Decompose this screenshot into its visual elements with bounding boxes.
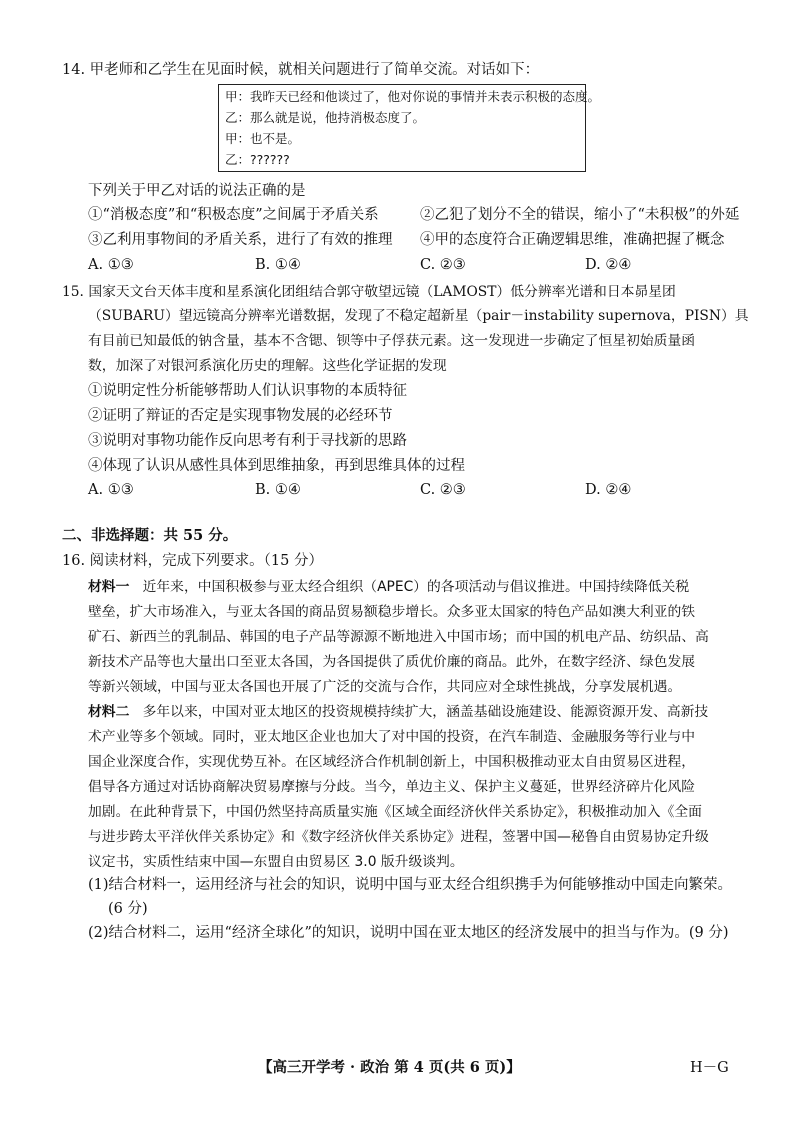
q15-choice-d: D. ②④	[585, 482, 632, 498]
q14-item-3: ③乙利用事物间的矛盾关系，进行了有效的推理	[88, 232, 393, 248]
q14-stem: 14. 甲老师和乙学生在见面时候，就相关问题进行了简单交流。对话如下：	[62, 62, 540, 78]
material-1-line-5: 等新兴领域，中国与亚太各国也开展了广泛的交流与合作，共同应对全球性挑战，分享发展机遇。	[88, 679, 682, 695]
q15-choice-b: B. ①④	[255, 482, 301, 498]
dialogue-line-1: 甲：我昨天已经和他谈过了，他对你说的事情并未表示积极的态度。	[225, 89, 601, 104]
q14-item-4: ④甲的态度符合正确逻辑思维，准确把握了概念	[420, 232, 725, 248]
dialogue-line-2: 乙：那么就是说，他持消极态度了。	[225, 110, 426, 125]
material-1-line-4: 新技术产品等也大量出口至亚太各国，为各国提供了质优价廉的商品。此外，在数字经济、绿色发展	[88, 654, 696, 670]
page-footer: 【高三开学考 · 政治 第 4 页(共 6 页)】	[258, 1059, 521, 1076]
material-1-line-2: 壁垒，扩大市场准入，与亚太各国的商品贸易额稳步增长。众多亚太国家的特色产品如澳大利亚的铁	[88, 604, 696, 620]
q16-sub-1-score: (6 分)	[108, 901, 148, 917]
q15-line-3: 有目前已知最低的钠含量，基本不含锶、钡等中子俘获元素。这一发现进一步确定了恒星初始质量函	[88, 333, 696, 349]
material-2-line-1	[88, 702, 708, 722]
q14-choice-a: A. ①③	[88, 257, 134, 273]
section-2-title: 二、非选择题：共 55 分。	[62, 527, 238, 544]
q15-item-4: ④体现了认识从感性具体到思维抽象，再到思维具体的过程	[88, 458, 465, 474]
q15-item-3: ③说明对事物功能作反向思考有利于寻找新的思路	[88, 433, 407, 449]
material-1-line-3: 矿石、新西兰的乳制品、韩国的电子产品等源源不断地进入中国市场；而中国的机电产品、纺织品、高	[88, 629, 709, 645]
q15-item-1: ①说明定性分析能够帮助人们认识事物的本质特征	[88, 383, 407, 399]
material-2-line-5: 加剧。在此种背景下，中国仍然坚持高质量实施《区域全面经济伙伴关系协定》，积极推动加入《全面	[88, 804, 702, 820]
material-1-text: 近年来，中国积极参与亚太经合组织（APEC）的各项活动与倡议推进。中国持续降低关税	[142, 579, 690, 595]
material-2-line-4: 倡导各方通过对话协商解决贸易摩擦与分歧。当今，单边主义、保护主义蔓延，世界经济碎片化风险	[88, 779, 696, 795]
q15-choice-a: A. ①③	[88, 482, 134, 498]
q14-choice-d: D. ②④	[585, 257, 632, 273]
material-1-line-1	[88, 577, 689, 597]
q15-line-4: 数，加深了对银河系演化历史的理解。这些化学证据的发现	[88, 358, 447, 374]
material-2-label: 材料二	[88, 704, 130, 720]
q14-dialogue-box	[218, 84, 601, 172]
q14-item-2: ②乙犯了划分不全的错误，缩小了“未积极”的外延	[420, 207, 740, 223]
q15-line-1: 15. 国家天文台天体丰度和星系演化团组结合郭守敬望远镜（LAMOST）低分辨率光谱和日本昴星团	[62, 284, 676, 300]
q15-choice-c: C. ②③	[420, 482, 466, 498]
material-2-text: 多年以来，中国对亚太地区的投资规模持续扩大，涵盖基础设施建设、能源资源开发、高新技	[142, 704, 709, 720]
material-2-line-7: 议定书，实质性结束中国—东盟自由贸易区 3.0 版升级谈判。	[88, 854, 464, 870]
q14-choice-b: B. ①④	[255, 257, 301, 273]
dialogue-line-3: 甲：也不是。	[225, 131, 301, 146]
material-1-label: 材料一	[88, 579, 130, 595]
q14-item-1: ①“消极态度”和“积极态度”之间属于矛盾关系	[88, 207, 379, 223]
q15-item-2: ②证明了辩证的否定是实现事物发展的必经环节	[88, 408, 393, 424]
q15-line-2: （SUBARU）望远镜高分辨率光谱数据，发现了不稳定超新星（pair－instability supernova，PISN）具	[88, 308, 749, 324]
material-2-line-6: 与进步跨太平洋伙伴关系协定》和《数字经济伙伴关系协定》进程，签署中国—秘鲁自由贸易协定升级	[88, 829, 709, 845]
q16-sub-2: (2)结合材料二，运用“经济全球化”的知识，说明中国在亚太地区的经济发展中的担当与作为。(9 分)	[88, 925, 729, 941]
q14-choice-c: C. ②③	[420, 257, 466, 273]
material-2-line-2: 术产业等多个领域。同时，亚太地区企业也加大了对中国的投资，在汽车制造、金融服务等行业与中	[88, 729, 696, 745]
paper-code: H－G	[690, 1060, 729, 1076]
material-2-line-3: 国企业深度合作，实现优势互补。在区域经济合作机制创新上，中国积极推动亚太自由贸易区进程，	[88, 754, 696, 770]
q16-sub-1: (1)结合材料一，运用经济与社会的知识，说明中国与亚太经合组织携手为何能够推动中国走向繁荣。	[88, 877, 733, 893]
q14-question: 下列关于甲乙对话的说法正确的是	[88, 183, 306, 199]
q16-stem: 16. 阅读材料，完成下列要求。（15 分）	[62, 553, 323, 569]
dialogue-line-4: 乙：??????	[225, 152, 290, 167]
